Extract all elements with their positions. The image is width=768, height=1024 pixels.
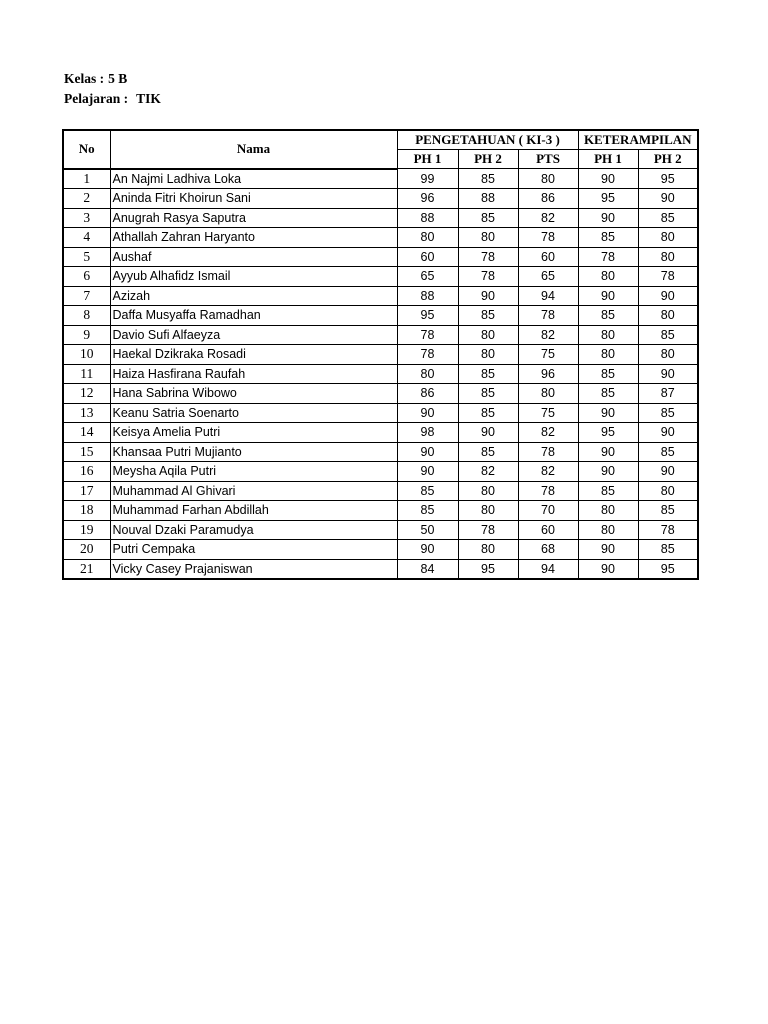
header-keterampilan-ph2: PH 2	[638, 150, 698, 169]
score-pengetahuan-ph1: 86	[397, 384, 458, 404]
score-pengetahuan-ph1: 90	[397, 540, 458, 560]
score-pengetahuan-ph2: 85	[458, 384, 518, 404]
table-row	[63, 559, 698, 579]
student-name: Davio Sufi Alfaeyza	[110, 325, 397, 345]
score-pengetahuan-ph2: 95	[458, 559, 518, 579]
row-number: 3	[63, 208, 110, 228]
student-name: Muhammad Al Ghivari	[110, 481, 397, 501]
table-row	[63, 325, 698, 345]
kelas-line	[64, 71, 127, 87]
score-keterampilan-ph2: 85	[638, 442, 698, 462]
row-number: 4	[63, 228, 110, 248]
table-row	[63, 247, 698, 267]
score-pengetahuan-pts: 96	[518, 364, 578, 384]
student-name: Meysha Aqila Putri	[110, 462, 397, 482]
row-number: 14	[63, 423, 110, 443]
table-row	[63, 423, 698, 443]
score-pengetahuan-pts: 94	[518, 559, 578, 579]
student-name: Muhammad Farhan Abdillah	[110, 501, 397, 521]
score-pengetahuan-pts: 78	[518, 306, 578, 326]
row-number: 16	[63, 462, 110, 482]
table-row	[63, 481, 698, 501]
score-pengetahuan-pts: 70	[518, 501, 578, 521]
score-keterampilan-ph1: 78	[578, 247, 638, 267]
table-row	[63, 520, 698, 540]
score-pengetahuan-ph2: 85	[458, 403, 518, 423]
score-pengetahuan-ph2: 80	[458, 481, 518, 501]
score-pengetahuan-pts: 94	[518, 286, 578, 306]
score-keterampilan-ph1: 85	[578, 481, 638, 501]
row-number: 8	[63, 306, 110, 326]
pelajaran-value: TIK	[136, 91, 161, 106]
score-pengetahuan-ph1: 78	[397, 325, 458, 345]
grades-body	[63, 169, 698, 580]
score-pengetahuan-ph2: 82	[458, 462, 518, 482]
row-number: 1	[63, 169, 110, 189]
score-keterampilan-ph1: 85	[578, 384, 638, 404]
score-pengetahuan-pts: 82	[518, 423, 578, 443]
score-pengetahuan-ph1: 85	[397, 481, 458, 501]
score-pengetahuan-ph1: 90	[397, 462, 458, 482]
score-keterampilan-ph2: 90	[638, 462, 698, 482]
kelas-value: 5 B	[108, 71, 128, 86]
score-keterampilan-ph1: 80	[578, 520, 638, 540]
row-number: 6	[63, 267, 110, 287]
score-pengetahuan-ph1: 98	[397, 423, 458, 443]
score-pengetahuan-pts: 78	[518, 481, 578, 501]
score-keterampilan-ph2: 87	[638, 384, 698, 404]
row-number: 5	[63, 247, 110, 267]
student-name: Ayyub Alhafidz Ismail	[110, 267, 397, 287]
score-keterampilan-ph2: 90	[638, 423, 698, 443]
table-row	[63, 501, 698, 521]
score-pengetahuan-ph1: 90	[397, 403, 458, 423]
row-number: 19	[63, 520, 110, 540]
row-number: 20	[63, 540, 110, 560]
score-keterampilan-ph1: 90	[578, 559, 638, 579]
score-keterampilan-ph2: 85	[638, 540, 698, 560]
score-pengetahuan-ph1: 65	[397, 267, 458, 287]
row-number: 11	[63, 364, 110, 384]
score-pengetahuan-ph1: 84	[397, 559, 458, 579]
score-keterampilan-ph1: 80	[578, 501, 638, 521]
row-number: 9	[63, 325, 110, 345]
score-pengetahuan-pts: 78	[518, 228, 578, 248]
score-keterampilan-ph1: 95	[578, 423, 638, 443]
row-number: 15	[63, 442, 110, 462]
header-pengetahuan-pts: PTS	[518, 150, 578, 169]
table-row	[63, 286, 698, 306]
score-pengetahuan-ph1: 80	[397, 364, 458, 384]
header-nama: Nama	[110, 130, 397, 169]
student-name: Azizah	[110, 286, 397, 306]
score-keterampilan-ph1: 80	[578, 325, 638, 345]
score-keterampilan-ph1: 90	[578, 442, 638, 462]
score-pengetahuan-pts: 60	[518, 520, 578, 540]
row-number: 13	[63, 403, 110, 423]
row-number: 2	[63, 189, 110, 209]
score-pengetahuan-ph1: 95	[397, 306, 458, 326]
score-keterampilan-ph1: 80	[578, 345, 638, 365]
score-keterampilan-ph2: 95	[638, 559, 698, 579]
score-keterampilan-ph2: 80	[638, 306, 698, 326]
student-name: An Najmi Ladhiva Loka	[110, 169, 397, 189]
student-name: Keanu Satria Soenarto	[110, 403, 397, 423]
score-pengetahuan-ph1: 88	[397, 286, 458, 306]
table-row	[63, 442, 698, 462]
student-name: Athallah Zahran Haryanto	[110, 228, 397, 248]
table-row	[63, 345, 698, 365]
score-keterampilan-ph2: 80	[638, 247, 698, 267]
score-pengetahuan-ph1: 80	[397, 228, 458, 248]
kelas-label: Kelas :	[64, 71, 105, 86]
table-row	[63, 306, 698, 326]
score-keterampilan-ph2: 80	[638, 345, 698, 365]
score-pengetahuan-ph1: 85	[397, 501, 458, 521]
score-pengetahuan-ph1: 90	[397, 442, 458, 462]
student-name: Hana Sabrina Wibowo	[110, 384, 397, 404]
score-keterampilan-ph1: 90	[578, 208, 638, 228]
score-keterampilan-ph2: 85	[638, 325, 698, 345]
score-pengetahuan-pts: 75	[518, 345, 578, 365]
score-pengetahuan-ph2: 85	[458, 442, 518, 462]
table-row	[63, 169, 698, 189]
row-number: 10	[63, 345, 110, 365]
student-name: Putri Cempaka	[110, 540, 397, 560]
score-pengetahuan-pts: 65	[518, 267, 578, 287]
score-keterampilan-ph1: 85	[578, 364, 638, 384]
score-pengetahuan-ph2: 80	[458, 228, 518, 248]
score-pengetahuan-ph1: 88	[397, 208, 458, 228]
score-keterampilan-ph1: 85	[578, 306, 638, 326]
score-pengetahuan-pts: 82	[518, 462, 578, 482]
student-name: Daffa Musyaffa Ramadhan	[110, 306, 397, 326]
score-pengetahuan-ph2: 85	[458, 364, 518, 384]
grades-table	[62, 129, 699, 580]
score-keterampilan-ph1: 85	[578, 228, 638, 248]
student-name: Keisya Amelia Putri	[110, 423, 397, 443]
student-name: Vicky Casey Prajaniswan	[110, 559, 397, 579]
score-pengetahuan-ph2: 90	[458, 286, 518, 306]
score-pengetahuan-ph2: 80	[458, 540, 518, 560]
score-keterampilan-ph2: 90	[638, 286, 698, 306]
student-name: Aninda Fitri Khoirun Sani	[110, 189, 397, 209]
score-pengetahuan-ph1: 50	[397, 520, 458, 540]
score-keterampilan-ph2: 85	[638, 208, 698, 228]
score-keterampilan-ph1: 90	[578, 462, 638, 482]
score-pengetahuan-ph2: 80	[458, 325, 518, 345]
score-keterampilan-ph1: 90	[578, 169, 638, 189]
score-pengetahuan-pts: 82	[518, 208, 578, 228]
score-pengetahuan-ph2: 80	[458, 501, 518, 521]
score-pengetahuan-ph2: 78	[458, 267, 518, 287]
table-row	[63, 228, 698, 248]
score-pengetahuan-pts: 75	[518, 403, 578, 423]
table-row	[63, 189, 698, 209]
score-keterampilan-ph1: 90	[578, 403, 638, 423]
header-pengetahuan-ph1: PH 1	[397, 150, 458, 169]
score-pengetahuan-ph1: 99	[397, 169, 458, 189]
score-keterampilan-ph2: 90	[638, 189, 698, 209]
student-name: Nouval Dzaki Paramudya	[110, 520, 397, 540]
score-keterampilan-ph2: 90	[638, 364, 698, 384]
score-keterampilan-ph2: 80	[638, 228, 698, 248]
score-pengetahuan-ph1: 78	[397, 345, 458, 365]
student-name: Haekal Dzikraka Rosadi	[110, 345, 397, 365]
row-number: 7	[63, 286, 110, 306]
score-pengetahuan-ph1: 96	[397, 189, 458, 209]
score-pengetahuan-pts: 82	[518, 325, 578, 345]
score-pengetahuan-ph2: 78	[458, 247, 518, 267]
score-pengetahuan-pts: 78	[518, 442, 578, 462]
score-keterampilan-ph1: 95	[578, 189, 638, 209]
score-pengetahuan-ph2: 85	[458, 306, 518, 326]
score-pengetahuan-pts: 86	[518, 189, 578, 209]
score-pengetahuan-ph1: 60	[397, 247, 458, 267]
score-pengetahuan-ph2: 88	[458, 189, 518, 209]
table-row	[63, 384, 698, 404]
student-name: Anugrah Rasya Saputra	[110, 208, 397, 228]
score-keterampilan-ph2: 78	[638, 267, 698, 287]
score-pengetahuan-ph2: 85	[458, 208, 518, 228]
student-name: Haiza Hasfirana Raufah	[110, 364, 397, 384]
score-pengetahuan-pts: 60	[518, 247, 578, 267]
student-name: Khansaa Putri Mujianto	[110, 442, 397, 462]
student-name: Aushaf	[110, 247, 397, 267]
row-number: 21	[63, 559, 110, 579]
table-row	[63, 540, 698, 560]
table-row	[63, 364, 698, 384]
row-number: 18	[63, 501, 110, 521]
score-pengetahuan-ph2: 90	[458, 423, 518, 443]
table-row	[63, 462, 698, 482]
score-keterampilan-ph2: 85	[638, 403, 698, 423]
score-keterampilan-ph2: 80	[638, 481, 698, 501]
score-keterampilan-ph2: 78	[638, 520, 698, 540]
table-row	[63, 208, 698, 228]
table-row	[63, 267, 698, 287]
score-keterampilan-ph1: 90	[578, 540, 638, 560]
pelajaran-label: Pelajaran :	[64, 91, 129, 106]
score-pengetahuan-ph2: 85	[458, 169, 518, 189]
header-keterampilan-ph1: PH 1	[578, 150, 638, 169]
score-pengetahuan-pts: 80	[518, 169, 578, 189]
score-pengetahuan-pts: 80	[518, 384, 578, 404]
pelajaran-line	[64, 91, 161, 107]
table-row	[63, 403, 698, 423]
header-pengetahuan-ph2: PH 2	[458, 150, 518, 169]
score-keterampilan-ph2: 85	[638, 501, 698, 521]
score-keterampilan-ph2: 95	[638, 169, 698, 189]
header-no: No	[63, 130, 110, 169]
header-keterampilan: KETERAMPILAN	[578, 130, 698, 150]
score-keterampilan-ph1: 90	[578, 286, 638, 306]
score-keterampilan-ph1: 80	[578, 267, 638, 287]
score-pengetahuan-pts: 68	[518, 540, 578, 560]
score-pengetahuan-ph2: 80	[458, 345, 518, 365]
header-pengetahuan: PENGETAHUAN ( KI-3 )	[397, 130, 578, 150]
score-pengetahuan-ph2: 78	[458, 520, 518, 540]
row-number: 12	[63, 384, 110, 404]
row-number: 17	[63, 481, 110, 501]
